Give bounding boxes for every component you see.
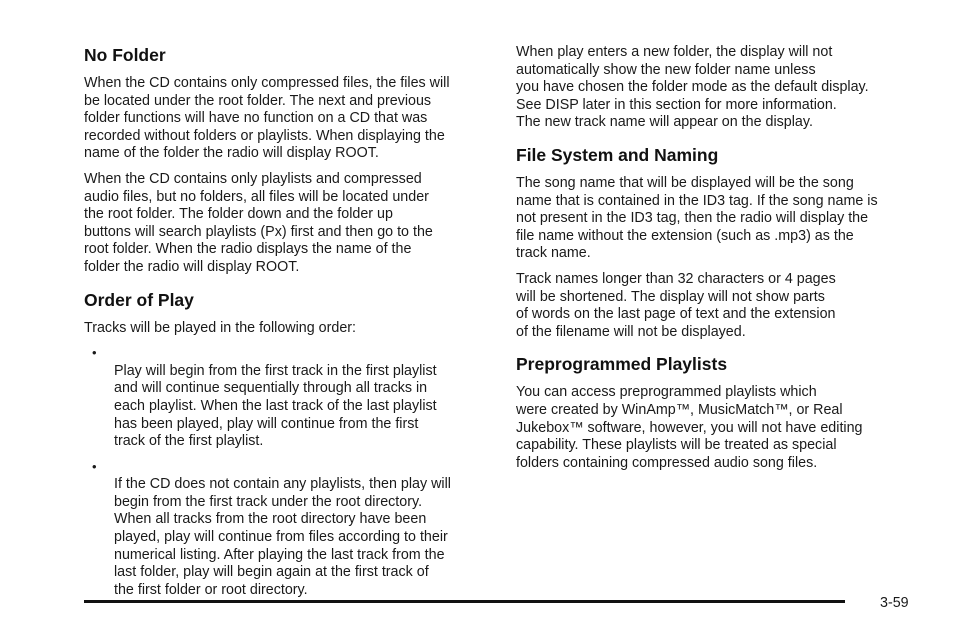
paragraph: You can access preprogrammed playlists which were created by WinAmp™, MusicMatch™, or Real Jukebox™ software, however, you will not have editing capability. These playlists will be treated as special folders containing compressed audio song files. — [516, 384, 863, 471]
heading-file-system: File System and Naming — [516, 144, 719, 165]
paragraph: When play enters a new folder, the display will not automatically show the new folder name unless you have chosen the folder mode as the default display. See DISP later in this section for more information. The new track name will appear on the display. — [516, 44, 869, 131]
section-folder-display — [516, 44, 920, 132]
left-column — [84, 44, 488, 611]
paragraph: When the CD contains only playlists and compressed audio files, but no folders, all files will be located under the root folder. The folder down and the folder up buttons will search playlists (Px) first and then go to the root folder. When the radio displays the name of the folder the radio will display ROOT. — [84, 170, 433, 275]
section-order-of-play — [84, 289, 488, 600]
page-number: 3-59 — [880, 595, 909, 611]
list-item — [84, 345, 488, 451]
paragraph: Tracks will be played in the following order: — [84, 319, 357, 336]
bullet-list — [84, 345, 488, 599]
paragraph: Track names longer than 32 characters or 4 pages will be shortened. The display will not show parts of words on the last page of text and the extension of the filename will not be displayed. — [516, 270, 836, 340]
list-item-text: Play will begin from the first track in the first playlist and will continue sequentially through all tracks in each playlist. When the last track of the last playlist has been played, play will continue from the first track of the first playlist. — [114, 362, 437, 450]
heading-no-folder: No Folder — [84, 45, 166, 65]
bullet-icon: • — [92, 345, 97, 361]
heading-preprogrammed: Preprogrammed Playlists — [516, 354, 728, 375]
paragraph: The song name that will be displayed will be the song name that is contained in the ID3 tag. If the song name is not present in the ID3 tag, then the radio will display the file name without the extension (such as .mp3) as the track name. — [516, 174, 878, 262]
bullet-icon: • — [92, 458, 97, 474]
list-item-text: If the CD does not contain any playlists, then play will begin from the first track under the root directory. When all tracks from the root directory have been played, play will continue from files according to their numerical listing. After playing the last track from the last folder, play will begin again at the first track of the first folder or root directory. — [114, 476, 451, 598]
right-column — [516, 44, 920, 484]
section-preprogrammed — [516, 353, 920, 472]
section-file-system — [516, 144, 920, 341]
list-item — [84, 459, 488, 600]
heading-order-of-play: Order of Play — [84, 289, 194, 310]
footer-rule — [84, 600, 845, 603]
paragraph: When the CD contains only compressed files, the files will be located under the root folder. The next and previous folder functions will have no function on a CD that was recorded without folders or playlists. When displaying the name of the folder the radio will display ROOT. — [84, 75, 450, 162]
section-no-folder — [84, 44, 488, 277]
